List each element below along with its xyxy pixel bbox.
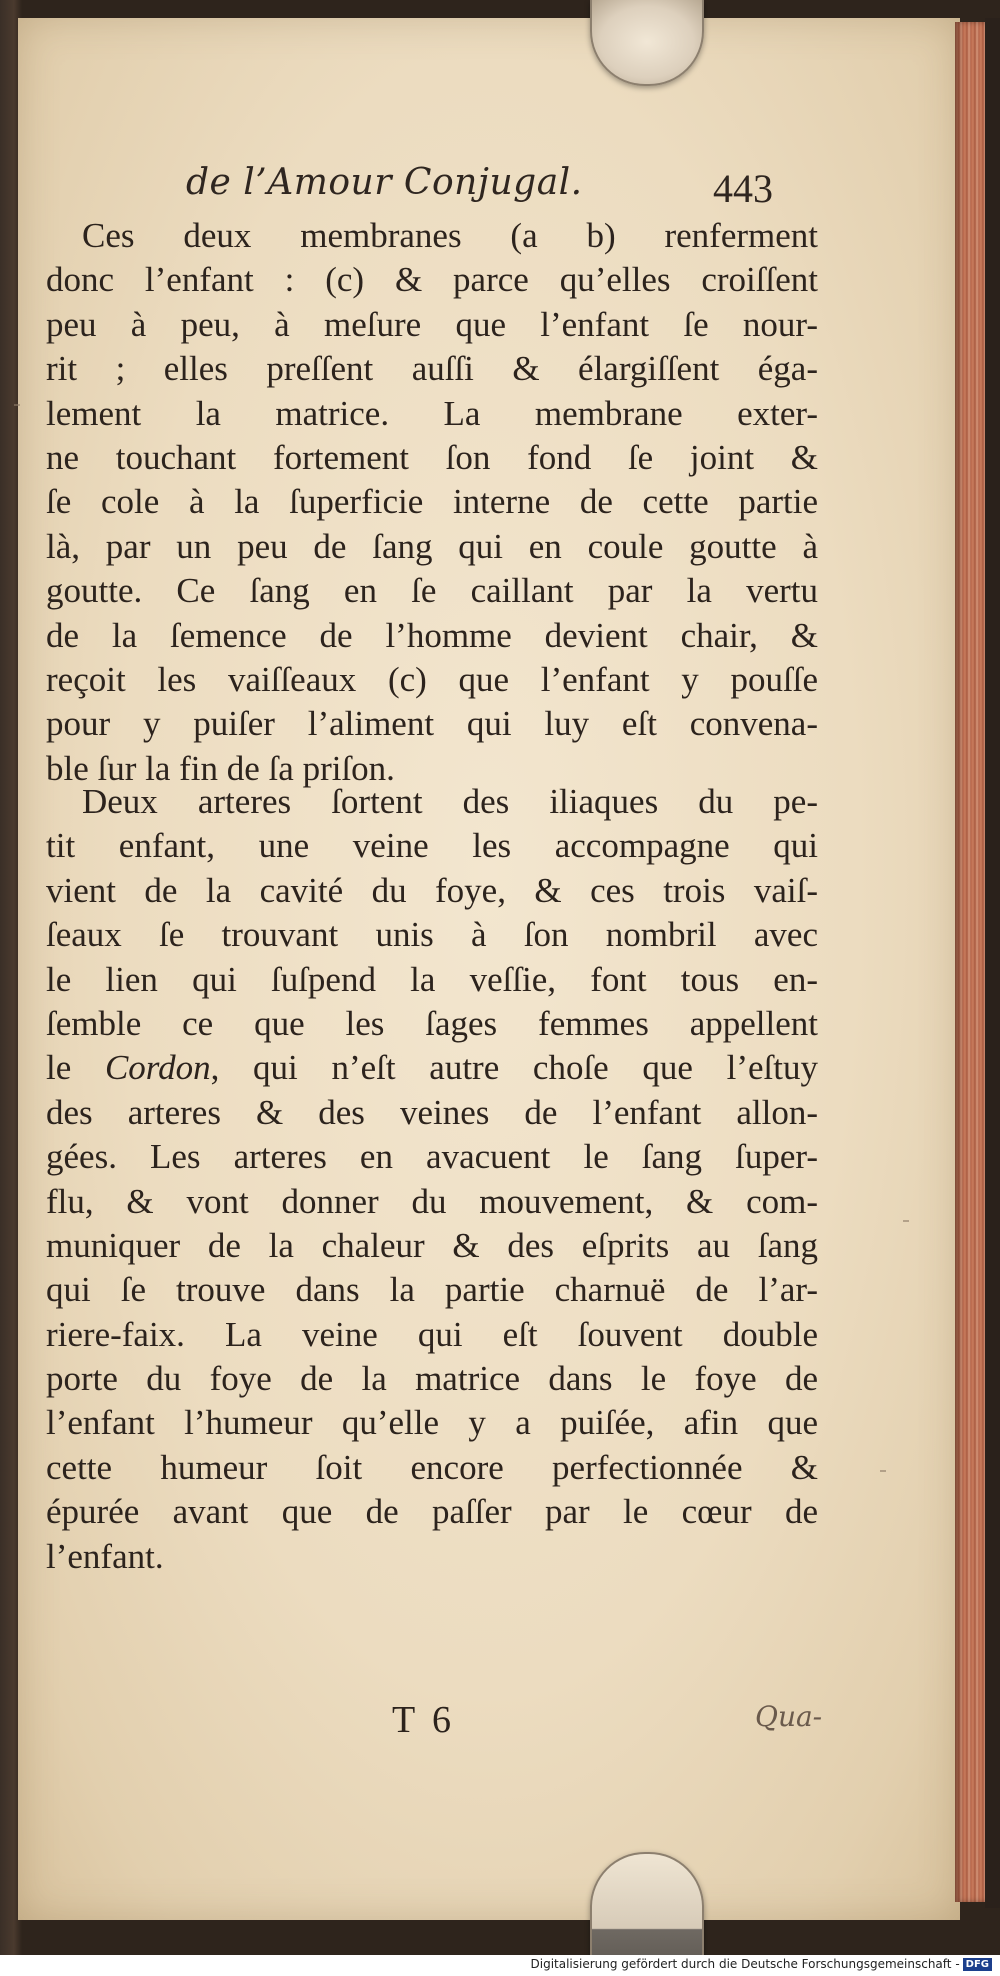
text-line: Deux arteres ſortent des iliaques du pe- [82,782,818,821]
text-line: qui ſe trouve dans la partie charnuë de l’ar- [46,1270,818,1310]
text-line: épurée avant que de paſſer par le cœur de [46,1492,818,1532]
text-line: ſeaux ſe trouvant unis à ſon nombril avec [46,915,818,955]
text-line: l’enfant l’humeur qu’elle y a puiſée, afin que [46,1403,818,1443]
text-line: riere-faix. La veine qui eſt ſouvent double [46,1314,818,1354]
text-line: ſemble ce que les ſages femmes appellent [46,1003,818,1043]
margin-mark [880,1470,886,1472]
text-line: reçoit les vaiſſeaux (c) que l’enfant y pouſſe [46,659,818,699]
text-line: muniquer de la chaleur & des eſprits au ſang [46,1225,818,1265]
text-line-cordon [46,1046,818,1090]
text-line: gées. Les arteres en avacuent le ſang ſuper- [46,1137,818,1177]
text-line: ble ſur la fin de ſa priſon. [46,748,395,788]
text-line: vient de la cavité du foye, & ces trois vaiſ- [46,870,818,910]
digitization-credit [531,1957,993,1971]
text-line: goutte. Ce ſang en ſe caillant par la vertu [46,571,818,611]
signature-mark: T 6 [392,1699,456,1741]
book-cover-edge [985,18,1000,1908]
italic-term-cordon: Cordon [104,1048,211,1088]
text-line: tit enfant, une veine les accompagne qui [46,826,818,866]
text-run: , qui n’eſt autre choſe que l’eſtuy [210,1048,818,1088]
paragraph-1 [46,214,818,791]
text-line: de la ſemence de l’homme devient chair, & [46,615,818,655]
page-edge-stack [955,22,985,1902]
text-run: le [46,1048,105,1088]
text-line: rit ; elles preſſent auſſi & élargiſſent éga- [46,349,818,389]
text-line: là, par un peu de ſang qui en coule goutte à [46,526,818,566]
text-line: des arteres & des veines de l’enfant allon- [46,1092,818,1132]
text-line: le lien qui ſuſpend la veſſie, font tous en- [46,959,818,999]
paragraph-2 [46,780,818,1579]
text-line: l’enfant. [46,1536,164,1576]
text-line: pour y puiſer l’aliment qui luy eſt convena- [46,704,818,744]
text-line: Ces deux membranes (a b) renferment [82,216,818,255]
text-line: lement la matrice. La membrane exter- [46,393,818,433]
text-line: flu, & vont donner du mouvement, & com- [46,1181,818,1221]
margin-mark [903,1220,909,1222]
text-line: porte du foye de la matrice dans le foye de [46,1359,818,1399]
page-number: 443 [713,166,773,211]
text-line: donc l’enfant : (c) & parce qu’elles croiſſent [46,260,818,300]
text-line: ſe cole à la ſuperficie interne de cette partie [46,482,818,522]
margin-mark [14,404,20,406]
credit-text: Digitalisierung gefördert durch die Deutsche Forschungsgemeinschaft - [530,1957,960,1971]
catchword: Qua- [755,1700,823,1733]
running-head: de l’Amour Conjugal. [186,162,583,203]
text-line: peu à peu, à meſure que l’enfant ſe nour- [46,304,818,344]
dfg-logo: DFG [963,1958,992,1971]
text-line: cette humeur ſoit encore perfectionnée & [46,1447,818,1487]
text-line: ne touchant fortement ſon fond ſe joint & [46,437,818,477]
